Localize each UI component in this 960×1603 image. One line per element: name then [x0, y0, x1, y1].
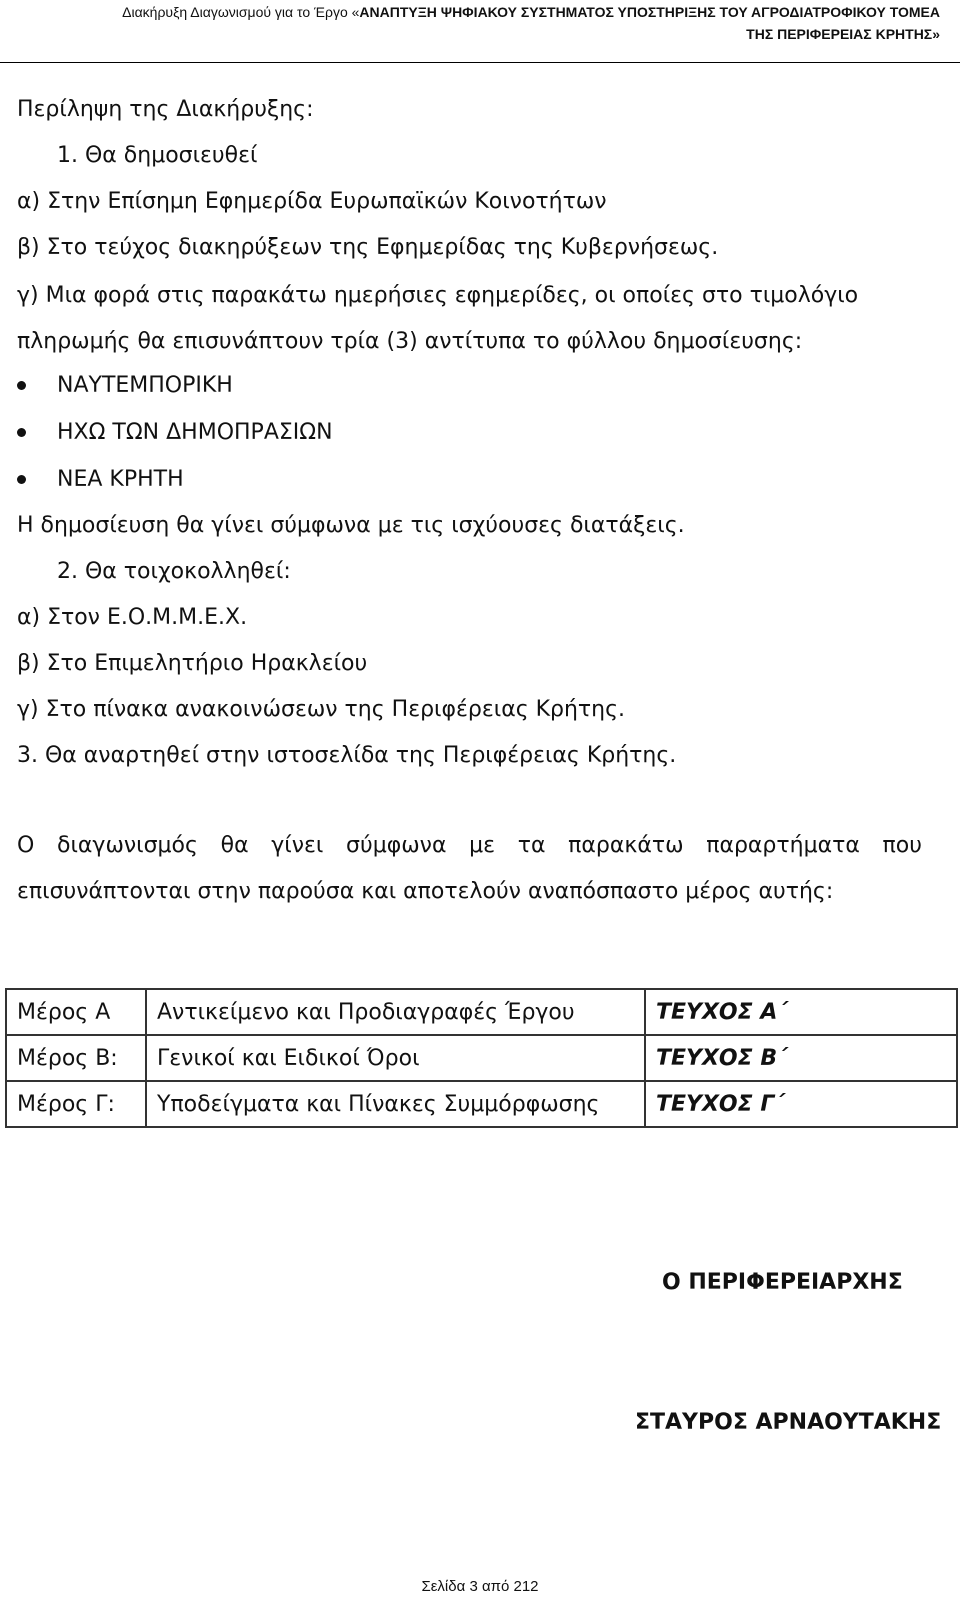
part-title-cell: Υποδείγματα και Πίνακες Συμμόρφωσης [146, 1081, 645, 1127]
summary-item-3: 3. Θα αναρτηθεί στην ιστοσελίδα της Περιφέρειας Κρήτης. [17, 743, 677, 768]
signature-name: ΣΤΑΥΡΟΣ ΑΡΝΑΟΥΤΑΚΗΣ [635, 1410, 942, 1435]
word: παραρτήματα [706, 833, 860, 858]
bullet-icon [17, 381, 26, 390]
summary-item-1b: β) Στο τεύχος διακηρύξεων της Εφημερίδας της Κυβερνήσεως. [17, 235, 719, 260]
word: θα [220, 833, 249, 858]
summary-item-1c-line1: γ) Μια φορά στις παρακάτω ημερήσιες εφημερίδες, οι οποίες στο τιμολόγιο [17, 283, 859, 308]
bullet-icon [17, 428, 26, 437]
part-cell: Μέρος Γ: [6, 1081, 146, 1127]
part-cell: Μέρος Α [6, 989, 146, 1035]
summary-item-2c: γ) Στο πίνακα ανακοινώσεων της Περιφέρειας Κρήτης. [17, 697, 626, 722]
annex-intro-line-1 [17, 831, 922, 861]
word: που [882, 833, 922, 858]
newspaper-item: ΝΑΥΤΕΜΠΟΡΙΚΗ [57, 373, 233, 398]
summary-item-2a: α) Στον Ε.Ο.Μ.Μ.Ε.Χ. [17, 605, 248, 630]
summary-item-2: 2. Θα τοιχοκολληθεί: [57, 559, 291, 584]
word: σύμφωνα [346, 833, 447, 858]
summary-item-1c-line2: πληρωμής θα επισυνάπτουν τρία (3) αντίτυπα το φύλλου δημοσίευσης: [17, 329, 803, 354]
summary-item-1a: α) Στην Επίσημη Εφημερίδα Ευρωπαϊκών Κοινοτήτων [17, 189, 607, 214]
header-region: ΤΗΣ ΠΕΡΙΦΕΡΕΙΑΣ ΚΡΗΤΗΣ» [746, 26, 940, 42]
summary-item-1: 1. Θα δημοσιευθεί [57, 143, 258, 168]
signature-role: Ο ΠΕΡΙΦΕΡΕΙΑΡΧΗΣ [662, 1270, 903, 1295]
header-project-title: ΑΝΑΠΤΥΞΗ ΨΗΦΙΑΚΟΥ ΣΥΣΤΗΜΑΤΟΣ ΥΠΟΣΤΗΡΙΞΗΣ ΤΟΥ ΑΓΡΟΔΙΑΤΡΟΦΙΚΟΥ ΤΟΜΕΑ [359, 4, 940, 20]
parts-table [5, 988, 958, 1128]
table-row [6, 989, 957, 1035]
bullet-icon [17, 475, 26, 484]
volume-cell: ΤΕΥΧΟΣ Γ΄ [645, 1081, 957, 1127]
header-prefix: Διακήρυξη Διαγωνισμού για το Έργο « [122, 4, 360, 20]
word: Ο [17, 833, 35, 858]
volume-cell: ΤΕΥΧΟΣ Α΄ [645, 989, 957, 1035]
word: τα [517, 833, 546, 858]
summary-item-2b: β) Στο Επιμελητήριο Ηρακλείου [17, 651, 368, 676]
part-title-cell: Αντικείμενο και Προδιαγραφές Έργου [146, 989, 645, 1035]
volume-cell: ΤΕΥΧΟΣ Β΄ [645, 1035, 957, 1081]
word: παρακάτω [568, 833, 684, 858]
part-title-cell: Γενικοί και Ειδικοί Όροι [146, 1035, 645, 1081]
header-line-1 [122, 4, 940, 20]
summary-heading: Περίληψη της Διακήρυξης: [17, 97, 314, 122]
newspaper-item: ΝΕΑ ΚΡΗΤΗ [57, 467, 184, 492]
part-cell: Μέρος Β: [6, 1035, 146, 1081]
annex-intro-line-2: επισυνάπτονται στην παρούσα και αποτελούν αναπόσπαστο μέρος αυτής: [17, 879, 834, 904]
table-row [6, 1081, 957, 1127]
word: διαγωνισμός [57, 833, 198, 858]
table-row [6, 1035, 957, 1081]
word: με [469, 833, 496, 858]
header-line-2 [746, 26, 940, 42]
page-header [0, 0, 960, 63]
newspaper-item: ΗΧΩ ΤΩΝ ΔΗΜΟΠΡΑΣΙΩΝ [57, 420, 333, 445]
page-number: Σελίδα 3 από 212 [421, 1578, 539, 1595]
word: γίνει [271, 833, 324, 858]
publication-note: Η δημοσίευση θα γίνει σύμφωνα με τις ισχύουσες διατάξεις. [17, 513, 685, 538]
